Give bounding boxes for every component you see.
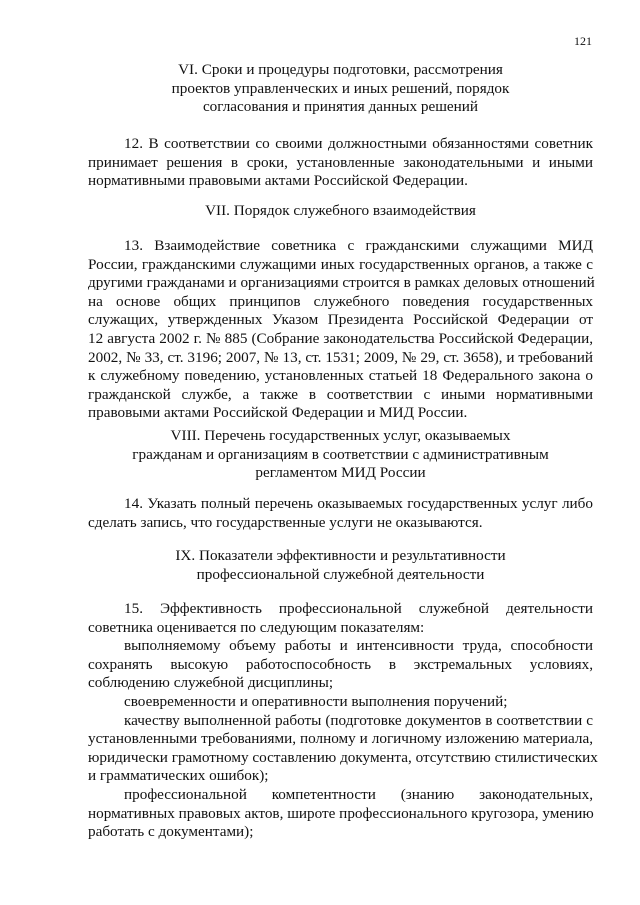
criteria-item-line: нормативных правовых актов, широте профессионального кругозора, умению [88, 804, 594, 822]
heading-line: VIII. Перечень государственных услуг, оказываемых [170, 427, 511, 444]
text-line: 12 августа 2002 г. № 885 (Собрание законодательства Российской Федерации, [88, 329, 593, 347]
text-line: правовыми актами Российской Федерации и МИД России. [88, 404, 468, 422]
section-7-heading [88, 202, 593, 221]
paragraph-15 [88, 600, 598, 842]
text-line: 15. Эффективность профессиональной служебной деятельности [124, 600, 593, 617]
heading-line: согласования и принятия данных решений [202, 98, 479, 115]
text-line: нормативными правовыми актами Российской Федерации. [88, 172, 468, 190]
criteria-item-line: соблюдению служебной дисциплины; [88, 674, 334, 692]
page-number: 121 [574, 34, 592, 48]
text-line: сделать запись, что государственные услуги не оказываются. [88, 513, 483, 531]
criteria-item-line: своевременности и оперативности выполнения поручений; [124, 692, 508, 710]
text-line: советника оценивается по следующим показателям: [88, 618, 425, 636]
paragraph-14 [88, 495, 593, 532]
heading-line: IX. Показатели эффективности и результативности [175, 547, 506, 564]
heading-line: VI. Сроки и процедуры подготовки, рассмотрения [178, 61, 503, 78]
heading-line: VII. Порядок служебного взаимодействия [205, 202, 476, 219]
paragraph-12 [88, 135, 593, 191]
text-line: 13. Взаимодействие советника с гражданскими служащими МИД [124, 237, 593, 254]
text-line: 14. Указать полный перечень оказываемых государственных услуг либо [124, 495, 593, 512]
criteria-item-line: профессиональной компетентности (знанию законодательных, [124, 785, 593, 803]
paragraph-13 [88, 237, 593, 423]
text-line: гражданской службе, а также в соответствии с иными нормативными [88, 385, 593, 403]
criteria-item-line: качеству выполненной работы (подготовке документов в соответствии с [124, 711, 593, 729]
criteria-item-line: сохранять высокую работоспособность в экстремальных условиях, [88, 655, 593, 673]
heading-line: регламентом МИД России [255, 464, 426, 481]
text-line: принимает решения в сроки, установленные законодательными и иными [88, 153, 593, 171]
heading-line: гражданам и организациям в соответствии с административным [132, 445, 549, 463]
text-line: 2002, № 33, ст. 3196; 2007, № 13, ст. 1531; 2009, № 29, ст. 3658), и требований [88, 348, 593, 366]
text-line: на основе общих принципов служебного поведения государственных [88, 292, 593, 310]
criteria-item-line: выполняемому объему работы и интенсивности труда, способности [124, 637, 593, 655]
section-6-heading [88, 61, 593, 117]
section-8-heading [88, 427, 593, 483]
criteria-item-line: и грамматических ошибок); [88, 767, 269, 785]
text-line: служащих, утвержденных Указом Президента Российской Федерации от [88, 311, 593, 329]
heading-line: профессиональной служебной деятельности [196, 565, 485, 583]
section-9-heading [88, 547, 593, 584]
text-line: к служебному поведению, установленных статьей 18 Федерального закона о [88, 367, 593, 385]
criteria-item-line: работать с документами); [88, 823, 254, 841]
text-line: другими гражданами и организациями строится в рамках деловых отношений [88, 274, 595, 292]
heading-line: проектов управленческих и иных решений, порядок [171, 79, 510, 97]
text-line: 12. В соответствии со своими должностными обязанностями советник [124, 135, 593, 152]
criteria-item-line: юридически грамотному составлению документа, отсутствию стилистических [88, 748, 598, 766]
criteria-item-line: установленными требованиями, полному и логичному изложению материала, [88, 730, 593, 748]
text-line: России, гражданскими служащими иных государственных органов, а также с [88, 255, 593, 273]
